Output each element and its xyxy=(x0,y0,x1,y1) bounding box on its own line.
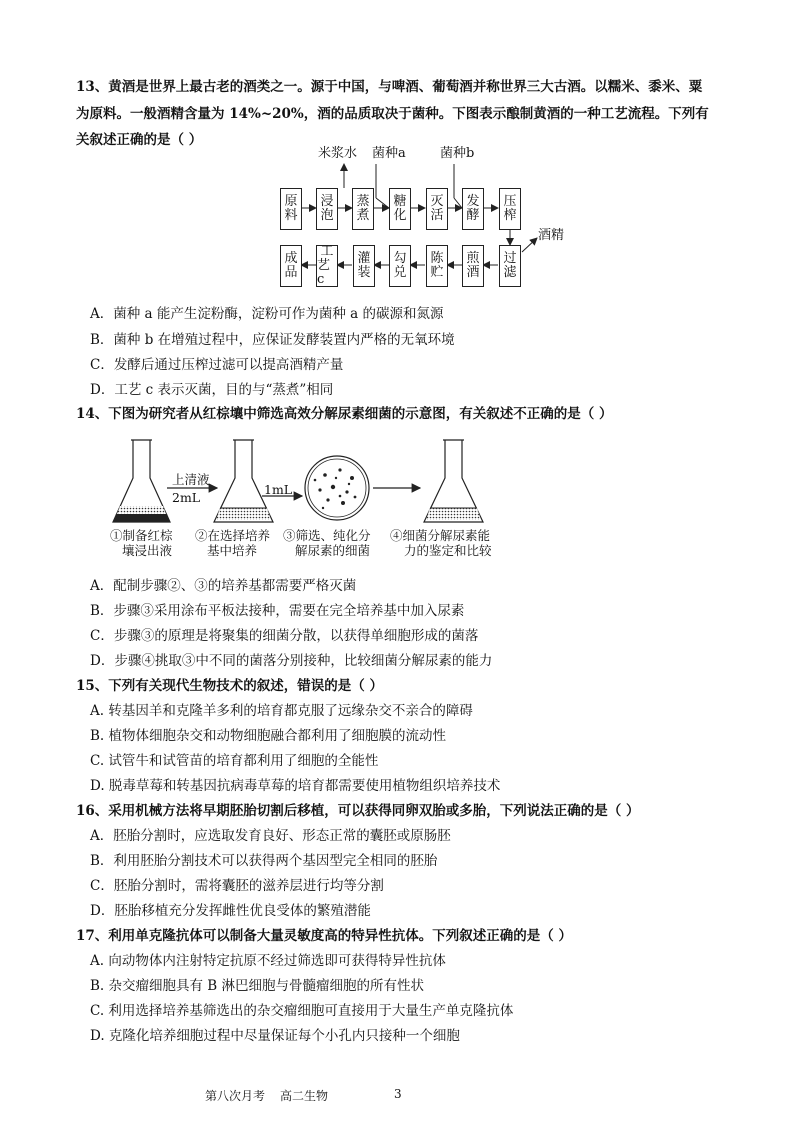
q14-stem: 14、下图为研究者从红棕壤中筛选高效分解尿素细菌的示意图，有关叙述不正确的是（ ） xyxy=(76,406,613,422)
footer-page-number: 3 xyxy=(394,1087,402,1101)
q13-option-c: C．发酵后通过压榨过滤可以提高酒精产量 xyxy=(90,357,344,373)
flask-2-icon xyxy=(214,440,273,522)
q14-option-c: C．步骤③的原理是将聚集的细菌分散，以获得单细胞形成的菌落 xyxy=(90,628,479,644)
label-2ml: 2mL xyxy=(172,490,201,505)
step-decoction: 煎 酒 xyxy=(462,245,484,287)
step-aging: 陈 贮 xyxy=(426,245,448,287)
flask-4-icon xyxy=(424,440,483,522)
label-alcohol: 酒精 xyxy=(538,228,565,243)
caption-step-1: ①制备红棕 壤浸出液 xyxy=(110,528,173,558)
q17-option-a: A. 向动物体内注射特定抗原不经过筛选即可获得特异性抗体 xyxy=(90,953,446,969)
q17-option-d: D. 克隆化培养细胞过程中尽量保证每个小孔内只接种一个细胞 xyxy=(90,1028,460,1044)
step-product: 成 品 xyxy=(280,245,302,287)
q13-option-d: D．工艺 c 表示灭菌，目的与“蒸煮”相同 xyxy=(90,382,334,398)
q15-option-b: B. 植物体细胞杂交和动物细胞融合都利用了细胞膜的流动性 xyxy=(90,728,447,744)
flask-1-icon xyxy=(113,440,170,522)
q13-option-a: A．菌种 a 能产生淀粉酶，淀粉可作为菌种 a 的碳源和氮源 xyxy=(90,306,444,322)
step-pressing: 压 榨 xyxy=(499,188,521,230)
step-bottling: 灌 装 xyxy=(353,245,375,287)
q16-option-b: B．利用胚胎分割技术可以获得两个基因型完全相同的胚胎 xyxy=(90,853,438,869)
q15-option-d: D. 脱毒草莓和转基因抗病毒草莓的培育都需要使用植物组织培养技术 xyxy=(90,778,501,794)
step-saccharification: 糖 化 xyxy=(389,188,411,230)
footer-subject: 高二生物 xyxy=(280,1089,329,1103)
footer-exam: 第八次月考 xyxy=(205,1089,266,1103)
petri-dish-icon xyxy=(305,456,369,520)
caption-step-3: ③筛选、纯化分 解尿素的细菌 xyxy=(283,528,371,558)
q13-stem-line1: 13、黄酒是世界上最古老的酒类之一。源于中国，与啤酒、葡萄酒并称世界三大古酒。以糯米、黍米、粟 xyxy=(76,79,703,95)
q13-stem-line2: 为原料。一般酒精含量为 14%~20%，酒的品质取决于菌种。下图表示酿制黄酒的一种工艺流程。下列有 xyxy=(76,106,709,122)
step-inactivation: 灭 活 xyxy=(426,188,448,230)
step-raw-material: 原 料 xyxy=(280,188,302,230)
q15-option-c: C. 试管牛和试管苗的培育都利用了细胞的全能性 xyxy=(90,753,379,769)
step-process-c: 工 艺c xyxy=(316,245,338,287)
q17-option-b: B. 杂交瘤细胞具有 B 淋巴细胞与骨髓瘤细胞的所有性状 xyxy=(90,978,425,994)
q13-option-b: B．菌种 b 在增殖过程中，应保证发酵装置内严格的无氧环境 xyxy=(90,332,455,348)
q17-option-c: C. 利用选择培养基筛选出的杂交瘤细胞可直接用于大量生产单克隆抗体 xyxy=(90,1003,514,1019)
step-filtration: 过 滤 xyxy=(499,245,521,287)
q14-option-b: B．步骤③采用涂布平板法接种，需要在完全培养基中加入尿素 xyxy=(90,603,465,619)
label-strain-a: 菌种a xyxy=(372,146,406,161)
label-1ml: 1mL xyxy=(264,482,293,497)
caption-step-2: ②在选择培养 基中培养 xyxy=(195,528,271,558)
step-steaming: 蒸 煮 xyxy=(352,188,374,230)
label-strain-b: 菌种b xyxy=(440,146,475,161)
q14-option-d: D．步骤④挑取③中不同的菌落分别接种，比较细菌分解尿素的能力 xyxy=(90,653,493,669)
q17-stem: 17、利用单克隆抗体可以制备大量灵敏度高的特异性抗体。下列叙述正确的是（ ） xyxy=(76,928,572,944)
step-blending: 勾 兑 xyxy=(389,245,411,287)
step-soaking: 浸 泡 xyxy=(316,188,338,230)
q16-stem: 16、采用机械方法将早期胚胎切割后移植，可以获得同卵双胎或多胎，下列说法正确的是（ ） xyxy=(76,803,640,819)
label-supernatant: 上清液 xyxy=(172,472,210,487)
q15-stem: 15、下列有关现代生物技术的叙述，错误的是（ ） xyxy=(76,678,383,694)
q16-option-c: C．胚胎分割时，需将囊胚的滋养层进行均等分割 xyxy=(90,878,384,894)
q16-option-a: A．胚胎分割时，应选取发育良好、形态正常的囊胚或原肠胚 xyxy=(90,828,451,844)
q14-option-a: A．配制步骤②、③的培养基都需要严格灭菌 xyxy=(90,578,357,594)
step-fermentation: 发 酵 xyxy=(462,188,484,230)
q13-stem-line3: 关叙述正确的是（ ） xyxy=(76,132,203,148)
q15-option-a: A. 转基因羊和克隆羊多利的培育都克服了远缘杂交不亲合的障碍 xyxy=(90,703,473,719)
label-mijiangshui: 米浆水 xyxy=(318,146,358,161)
q16-option-d: D．胚胎移植充分发挥雌性优良受体的繁殖潜能 xyxy=(90,903,371,919)
caption-step-4: ④细菌分解尿素能 力的鉴定和比较 xyxy=(390,528,492,558)
